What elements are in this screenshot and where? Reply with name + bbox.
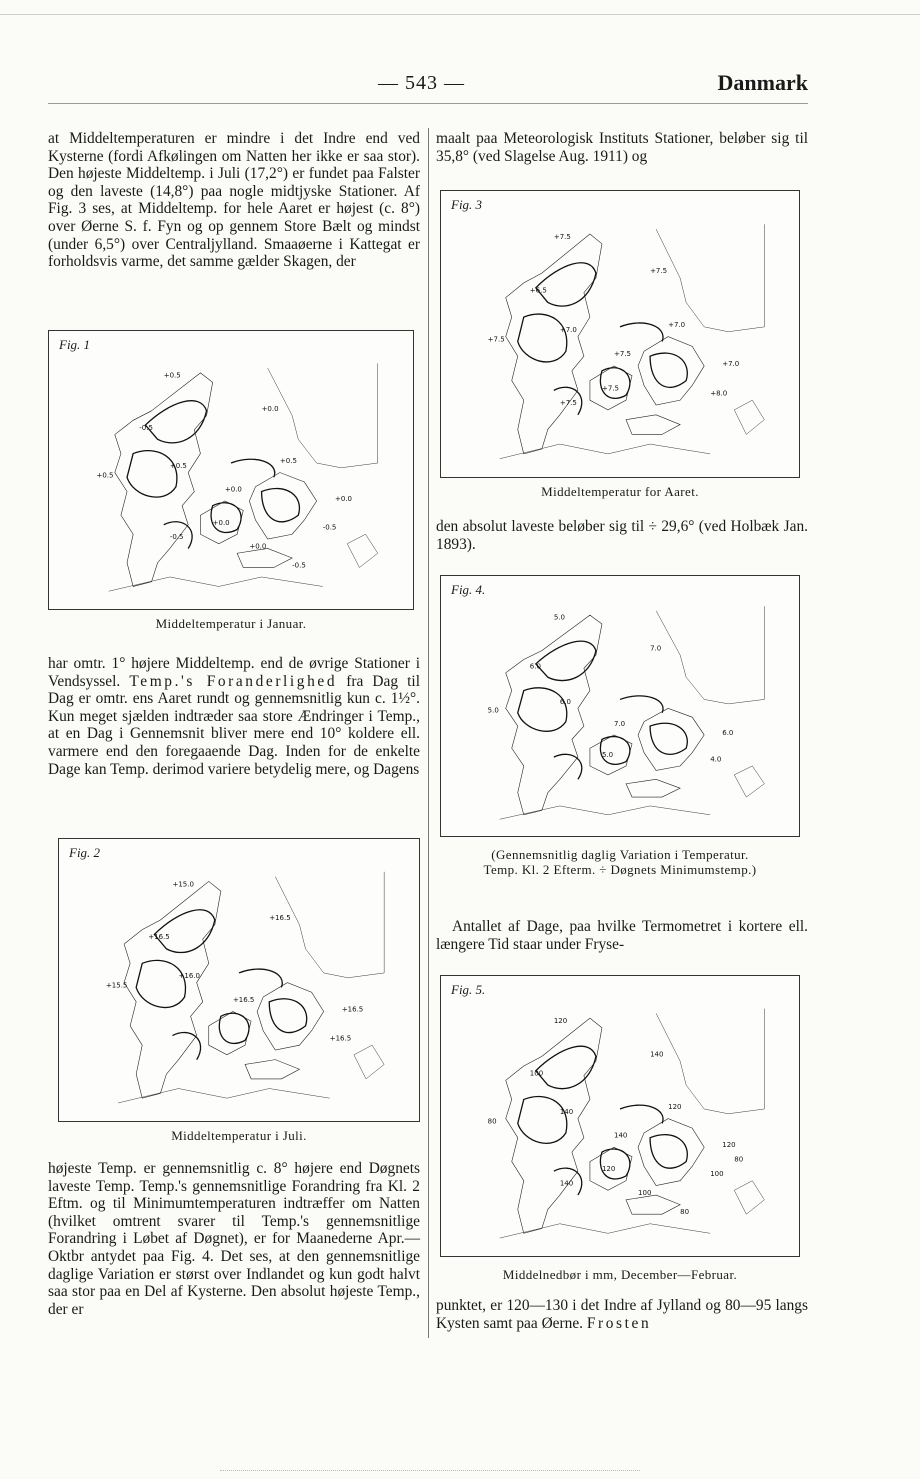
contour-label: 100 [638,1189,652,1198]
contour-label: +7.0 [722,359,740,368]
paragraph [48,655,420,778]
isoline [536,263,596,306]
scan-top-edge [0,0,920,15]
figure-5 [440,975,800,1282]
figure-label: Fig. 3 [451,197,483,212]
contour-label: +0.5 [169,461,187,470]
left-column-para3 [48,1160,420,1318]
contour-label: +15.5 [105,981,128,990]
figure-1-map [48,330,414,610]
contour-label: 80 [680,1208,690,1217]
paragraph: maalt paa Meteorologisk Instituts Stationer, beløber sig til 35,8° (ved Slagelse Aug. 1911) og [436,130,808,165]
contour-label: 4.0 [710,755,722,764]
contour-label: +7.0 [668,320,686,329]
paragraph: den absolut laveste beløber sig til ÷ 29,6° (ved Holbæk Jan. 1893). [436,518,808,553]
coastline-shape [500,806,711,819]
right-column-para3 [436,918,808,953]
caption-line: Temp. Kl. 2 Efterm. ÷ Døgnets Minimumstemp.) [483,862,757,877]
column-divider [428,128,429,1338]
coastline-shape [347,534,378,567]
contour-label: +7.5 [601,384,619,393]
paragraph: højeste Temp. er gennemsnitlig c. 8° højere end Døgnets laveste Temp. Temp.'s gennemsnitlige Forandring fra Kl. 2 Eftm. og til Minimumtemperaturen indtræffer om Natten (hvilket omtrent svarer til Temp.'s gennemsnitlige Forandring i Løbet af Døgnet), er for Maanederne Apr.—Oktbr antydet paa Fig. 4. Det ses, at den gennemsnitlige daglige Variation er størst over Indlandet og kun godt halvt saa stor paa en Del af Kysterne. Den absolut højeste Temp., der er [48,1160,420,1318]
isoline [136,960,185,1007]
isoline [554,754,582,779]
contour-label: 100 [710,1169,724,1178]
figure-5-map [440,975,800,1257]
isoline [620,1105,663,1123]
contour-label: 120 [601,1165,616,1174]
contour-label: 5.0 [487,706,499,715]
contour-label: 100 [529,1069,544,1078]
paragraph: at Middeltemperaturen er mindre i det Indre end ved Kysterne (fordi Afkølingen om Natten her ikke er saa stor). Den højeste Middeltemp. i Juli (17,2°) er fundet paa Falster og den laveste (14,8°) paa nogle midtjyske Stationer. Af Fig. 3 ses, at Middeltemp. for hele Aaret er højest (c. 8°) over Øerne S. f. Fyn og op gennem Store Bælt og mindst (under 6,5°) over Centraljylland. Smaaøerne i Kattegat er forholdsvis varme, det samme gælder Skagen, der [48,130,420,271]
contour-label: 80 [734,1155,744,1164]
coastline-shape [115,373,213,587]
figure-caption: Middeltemperatur i Januar. [155,616,307,631]
isoline [650,353,687,387]
isoline [518,314,567,362]
coastline-shape [118,1089,330,1103]
coastline-shape [626,415,680,435]
coastline-shape [638,1119,704,1186]
figure-2 [58,838,420,1143]
isoline [600,368,630,399]
contour-label: +7.5 [650,267,668,276]
isoline [231,459,275,477]
figure-4 [440,575,800,877]
coastline-shape [734,1181,764,1214]
contour-label: +16.5 [341,1005,364,1014]
figure-label: Fig. 2 [69,845,101,860]
coastline-shape [124,881,221,1098]
running-title: Danmark [717,70,808,95]
coastline-shape [268,363,378,467]
coastline-shape [506,234,602,454]
contour-label: +0.5 [279,457,297,466]
coastline-shape [109,577,323,591]
page-number: — 543 — [378,72,465,94]
isoline [154,910,214,953]
contour-label: 80 [487,1117,497,1126]
isoline [518,1096,567,1143]
spaced-emphasis: Temp.'s Foranderlighed [129,672,338,690]
contour-label: +7.5 [613,350,631,359]
isoline [239,969,282,987]
figure-4-map [440,575,800,837]
paragraph [436,1297,808,1332]
isoline [127,451,177,498]
contour-label: +7.5 [559,399,577,408]
right-column-para4 [436,1297,808,1332]
contour-label: 5.0 [553,613,565,622]
coastline-shape [638,708,704,770]
contour-label: +7.5 [553,232,571,241]
contour-label: +6.5 [529,286,547,295]
contour-label: 6.0 [529,662,541,671]
right-column-para1 [436,130,808,165]
contour-label: +0.0 [261,404,279,413]
coastline-shape [638,337,704,405]
spaced-emphasis: Frosten [586,1314,652,1332]
contour-label: +8.0 [710,389,728,398]
figure-label: Fig. 4. [451,582,486,597]
isoline [262,488,300,521]
isoline [536,641,596,680]
contour-label: 140 [559,1179,574,1188]
isoline [219,1013,249,1043]
coastline-shape [626,779,680,797]
contour-label: +16.5 [148,933,170,942]
isoline [269,999,306,1033]
contour-label: +15.0 [172,880,194,889]
contour-label: +0.5 [96,471,114,480]
contour-label: 140 [613,1131,628,1140]
text-run: fra Dag til Dag er omtr. ens Aaret rundt og gennemsnitlig kun c. 1½°. Kun meget sjælden indtræder saa store Ændringer i Temp., at en Dag i Gennemsnit bliver mere end 10° koldere ell. varmere end den foregaaende Dag. Inden for de enkelte Dage kan Temp. derimod variere betydelig mere, og Dagens [48,672,420,778]
contour-label: 140 [559,1107,574,1116]
contour-label: -0.5 [169,532,184,541]
isoline [650,1135,687,1169]
coastline-shape [500,1224,711,1238]
isoline [145,401,206,443]
contour-label: +7.0 [559,325,577,334]
figure-2-map [58,838,420,1122]
contour-label: +7.5 [487,335,505,344]
contour-label: +0.0 [334,495,352,504]
left-column-para2 [48,655,420,778]
contour-label: 140 [650,1050,664,1059]
contour-label: +16.5 [269,913,291,922]
figure-label: Fig. 1 [59,337,91,352]
coastline-shape [500,444,711,459]
isoline [620,323,663,342]
contour-label: +0.0 [249,542,267,551]
left-column-para1 [48,130,420,271]
isoline [172,1032,200,1059]
coastline-shape [245,1060,299,1079]
header-rule [48,103,808,104]
coastline-shape [656,224,764,331]
text-run: punktet, er 120—130 i det Indre af Jylland og 80—95 langs Kysten samt paa Øerne. [436,1297,808,1332]
isoline [600,1149,630,1179]
coastline-shape [354,1045,384,1079]
contour-label: 120 [668,1102,682,1111]
contour-label: -0.5 [139,423,153,432]
contour-label: -0.5 [322,523,337,532]
contour-label: +0.0 [224,485,242,494]
figure-caption: Middeltemperatur for Aaret. [541,484,699,499]
coastline-shape [656,606,764,704]
figure-3 [440,190,800,499]
contour-label: +16.0 [178,971,200,980]
coastline-shape [734,766,764,797]
contour-label: +0.5 [163,371,181,380]
contour-label: 120 [722,1141,736,1150]
isoline [650,723,687,754]
scan-bottom-edge [220,1470,640,1471]
contour-label: +16.5 [329,1034,352,1043]
right-column-para2 [436,518,808,553]
isoline [536,1046,596,1088]
page-header [48,70,808,100]
coastline-shape [656,1009,764,1114]
coastline-shape [237,548,292,567]
contour-label: 6.0 [559,697,571,706]
isoline [620,696,663,713]
contour-label: +0.0 [212,518,230,527]
coastline-shape [257,983,324,1050]
coastline-shape [275,872,384,978]
contour-label: 5.0 [601,751,614,760]
contour-label: 7.0 [613,720,626,729]
coastline-shape [506,615,602,815]
figure-caption: Middelnedbør i mm, December—Februar. [502,1267,738,1282]
paragraph: Antallet af Dage, paa hvilke Termometret i kortere ell. længere Tid staar under Fryse- [436,918,808,953]
isoline [518,688,567,731]
contour-label: -0.5 [292,561,306,570]
contour-label: 7.0 [650,644,662,653]
coastline-shape [249,473,316,539]
contour-label: 6.0 [722,728,734,737]
caption-line: (Gennemsnitlig daglig Variation i Temperatur. [491,847,749,862]
figure-1 [48,330,414,631]
figure-caption [440,847,800,877]
figure-3-map [440,190,800,478]
coastline-shape [734,400,764,434]
contour-label: 120 [553,1016,568,1025]
isoline [211,503,241,533]
contour-label: +16.5 [232,995,255,1004]
coastline-shape [506,1018,602,1233]
figure-label: Fig. 5. [451,982,486,997]
figure-caption: Middeltemperatur i Juli. [171,1128,307,1143]
text-run: har omtr. 1° højere Middeltemp. end de øvrige Stationer i Vendsyssel. [48,655,420,690]
coastline-shape [626,1195,680,1214]
